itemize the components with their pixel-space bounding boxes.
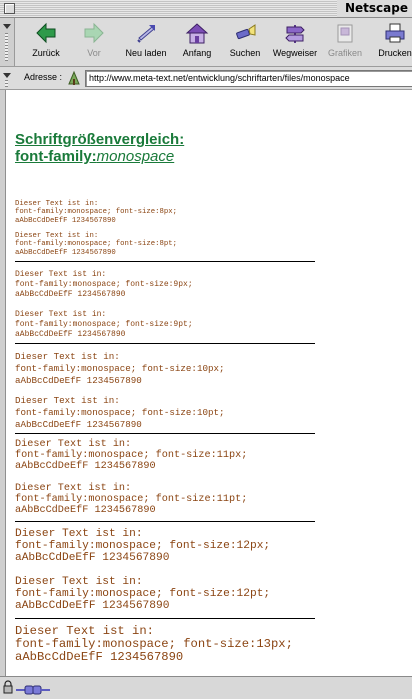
page-proxy-icon[interactable] xyxy=(67,70,81,91)
sample-text-12px: Dieser Text ist in: font-family:monospace; font-size:12px; aAbBcCdDeEfF 1234567890 xyxy=(15,528,271,565)
window-title-bar[interactable] xyxy=(0,0,412,18)
reload-icon xyxy=(134,21,158,45)
search-button-label: Suchen xyxy=(229,48,261,58)
collapse-triangle-icon xyxy=(3,73,11,78)
sample-text-11pt: Dieser Text ist in: font-family:monospace; font-size:11pt; aAbBcCdDeEfF 1234567890 xyxy=(15,483,248,517)
back-button-label: Zurück xyxy=(32,48,60,58)
print-icon xyxy=(383,21,407,45)
address-label: Adresse : xyxy=(24,72,63,82)
reload-button-label: Neu laden xyxy=(125,48,167,58)
collapse-triangle-icon xyxy=(3,24,11,29)
address-input[interactable]: http://www.meta-text.net/entwicklung/schriftarten/files/monospace xyxy=(85,70,412,87)
window-close-box[interactable] xyxy=(4,3,15,14)
window-title: Netscape xyxy=(337,0,412,17)
signpost-icon xyxy=(283,21,307,45)
images-button-label: Grafiken xyxy=(327,48,362,58)
address-bar xyxy=(0,67,412,90)
images-button[interactable] xyxy=(322,21,368,63)
guide-button-label: Wegweiser xyxy=(272,48,318,58)
toolbar-collapse-tab[interactable] xyxy=(0,18,15,66)
sample-text-10px: Dieser Text ist in: font-family:monospace; font-size:10px; aAbBcCdDeEfF 1234567890 xyxy=(15,351,225,386)
forward-button[interactable] xyxy=(72,21,116,63)
search-button[interactable] xyxy=(224,21,266,63)
guide-button[interactable] xyxy=(268,21,322,63)
print-button[interactable] xyxy=(372,21,412,63)
grip-icon xyxy=(5,33,8,61)
sample-text-12pt: Dieser Text ist in: font-family:monospace; font-size:12pt; aAbBcCdDeEfF 1234567890 xyxy=(15,576,271,613)
print-button-label: Drucken xyxy=(378,48,412,58)
sample-text-9px: Dieser Text ist in: font-family:monospace; font-size:9px; aAbBcCdDeEfF 1234567890 xyxy=(15,270,193,299)
status-bar xyxy=(0,676,412,699)
sample-text-9pt: Dieser Text ist in: font-family:monospace; font-size:9pt; aAbBcCdDeEfF 1234567890 xyxy=(15,310,193,339)
navigation-toolbar xyxy=(0,18,412,67)
forward-arrow-icon xyxy=(82,21,106,45)
sample-text-13px: Dieser Text ist in: font-family:monospace; font-size:13px; aAbBcCdDeEfF 1234567890 xyxy=(15,624,293,665)
page-title-line1: Schriftgrößenvergleich: xyxy=(15,131,185,148)
back-arrow-icon xyxy=(34,21,58,45)
divider xyxy=(15,521,315,522)
images-icon xyxy=(333,21,357,45)
search-flashlight-icon xyxy=(233,21,257,45)
reload-button[interactable] xyxy=(120,21,172,63)
home-icon xyxy=(185,21,209,45)
sample-text-8pt: Dieser Text ist in: font-family:monospace; font-size:8pt; aAbBcCdDeEfF 1234567890 xyxy=(15,232,178,257)
page-title-prefix: font-family: xyxy=(15,148,97,165)
grip-icon xyxy=(5,80,8,87)
page-content[interactable] xyxy=(6,90,412,676)
back-button[interactable] xyxy=(22,21,70,63)
divider xyxy=(15,433,315,434)
sample-text-11px: Dieser Text ist in: font-family:monospace; font-size:11px; aAbBcCdDeEfF 1234567890 xyxy=(15,439,248,473)
home-button-label: Anfang xyxy=(182,48,212,58)
page-title[interactable] xyxy=(15,131,184,165)
sample-text-10pt: Dieser Text ist in: font-family:monospace; font-size:10pt; aAbBcCdDeEfF 1234567890 xyxy=(15,395,225,430)
divider xyxy=(15,261,315,262)
security-lock-icon[interactable] xyxy=(3,680,13,699)
home-button[interactable] xyxy=(176,21,218,63)
divider xyxy=(15,343,315,344)
connection-status-icon xyxy=(16,682,50,700)
divider xyxy=(15,618,315,619)
sample-text-8px: Dieser Text ist in: font-family:monospace; font-size:8px; aAbBcCdDeEfF 1234567890 xyxy=(15,200,178,225)
page-title-value: monospace xyxy=(96,148,175,165)
forward-button-label: Vor xyxy=(87,48,101,58)
